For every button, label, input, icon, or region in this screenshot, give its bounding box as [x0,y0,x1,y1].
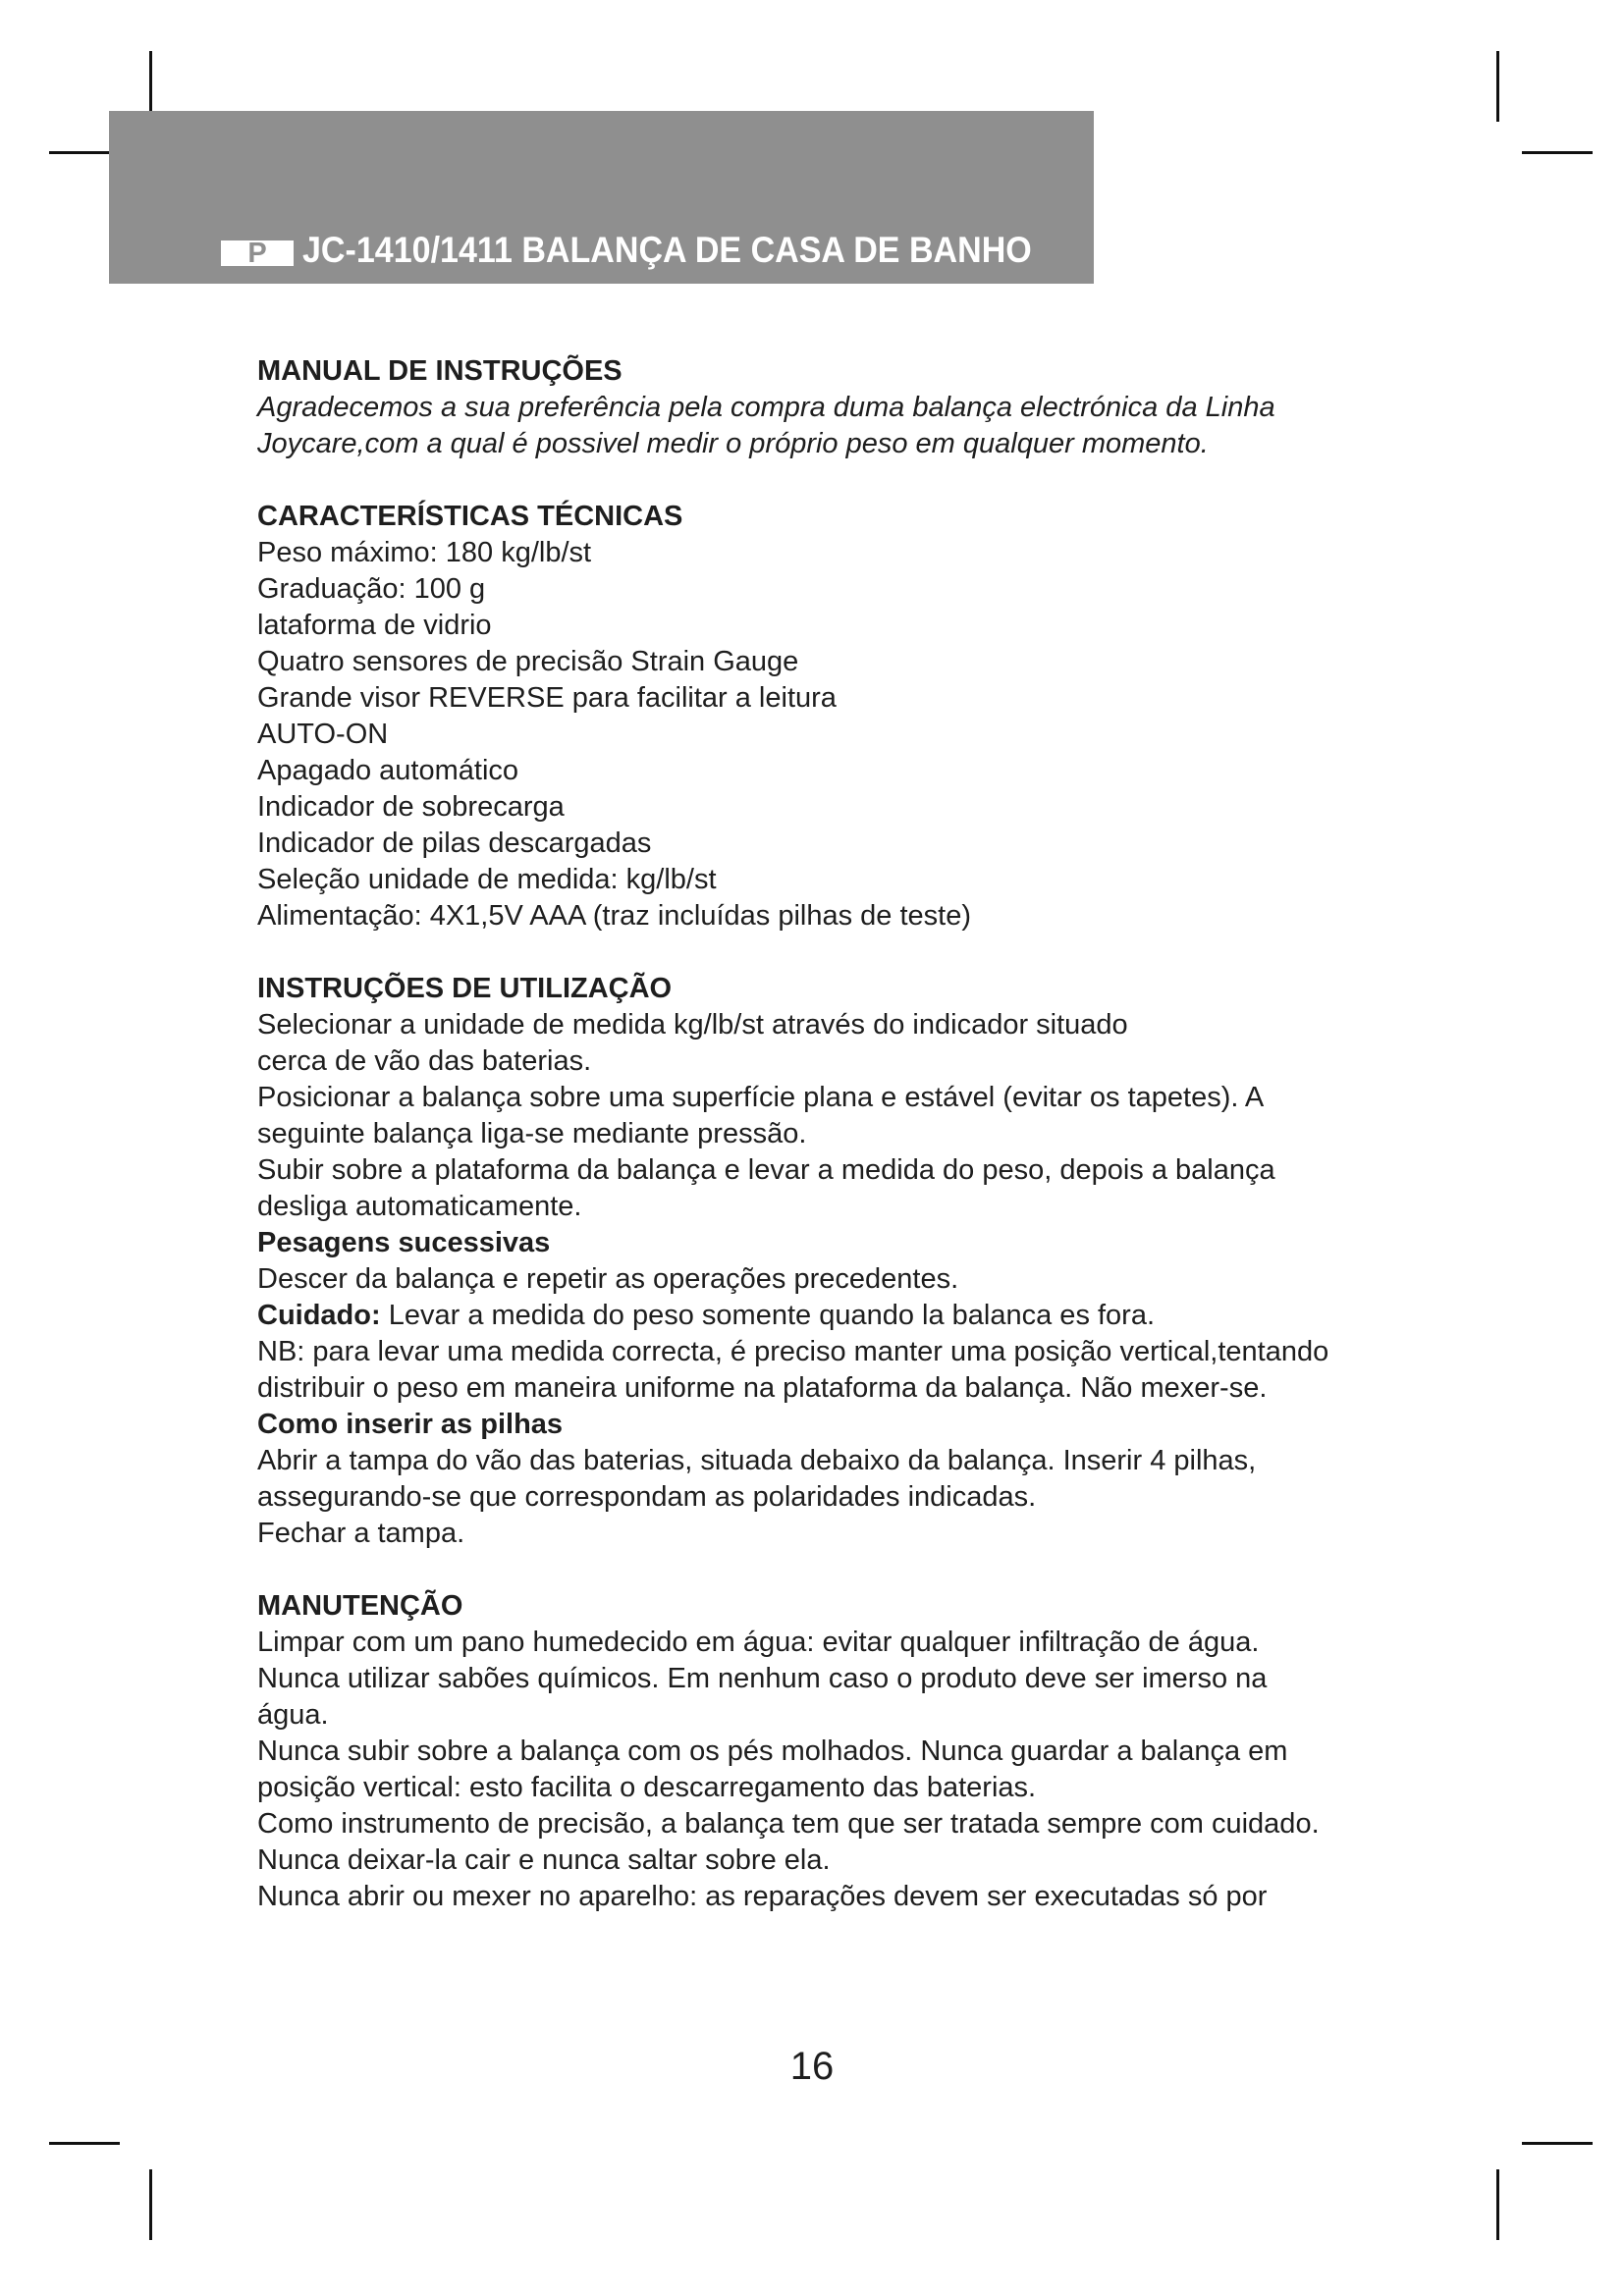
spec-item: Apagado automático [257,755,519,786]
maintenance-text-line: água. [257,1699,329,1731]
spec-item: Indicador de pilas descargadas [257,828,652,859]
caution-text: Levar a medida do peso somente quando la balanca es fora. [380,1300,1156,1331]
spacer [257,934,1435,971]
spec-item: AUTO-ON [257,719,389,750]
section-heading-maintenance: MANUTENÇÃO [257,1590,463,1622]
usage-text-line: Descer da balança e repetir as operações precedentes. [257,1263,959,1295]
usage-text-line: distribuir o peso em maneira uniforme na plataforma da balança. Não mexer-se. [257,1372,1268,1404]
crop-mark-bottom-left-vertical [149,2169,152,2240]
spec-item: Alimentação: 4X1,5V AAA (traz incluídas pilhas de teste) [257,900,972,932]
maintenance-text-line: Nunca subir sobre a balança com os pés molhados. Nunca guardar a balança em [257,1735,1288,1767]
spec-item: Grande visor REVERSE para facilitar a leitura [257,682,837,714]
header-banner [109,111,1094,284]
document-body [257,353,1435,1915]
subheading-insert-batteries: Como inserir as pilhas [257,1409,564,1440]
maintenance-text-line: posição vertical: esto facilita o descarregamento das baterias. [257,1772,1037,1803]
crop-mark-bottom-right-vertical [1496,2169,1499,2240]
spec-item: Peso máximo: 180 kg/lb/st [257,537,592,568]
section-heading-manual: MANUAL DE INSTRUÇÕES [257,355,623,387]
usage-text-line: assegurando-se que correspondam as polaridades indicadas. [257,1481,1037,1513]
spacer [257,1552,1435,1588]
maintenance-text-line: Nunca utilizar sabões químicos. Em nenhum caso o produto deve ser imerso na [257,1663,1268,1694]
crop-mark-top-right-horizontal [1522,151,1593,154]
spec-item: Seleção unidade de medida: kg/lb/st [257,864,717,895]
page-title: JC-1410/1411 BALANÇA DE CASA DE BANHO [302,230,1032,270]
usage-text-line: desliga automaticamente. [257,1191,582,1222]
crop-mark-bottom-left-horizontal [49,2142,120,2145]
intro-text-line-1: Agradecemos a sua preferência pela compra duma balança electrónica da Linha [257,392,1275,423]
section-heading-usage: INSTRUÇÕES DE UTILIZAÇÃO [257,973,673,1004]
maintenance-text-line: Limpar com um pano humedecido em água: evitar qualquer infiltração de água. [257,1627,1260,1658]
spec-item: Quatro sensores de precisão Strain Gauge [257,646,799,677]
maintenance-text-line: Como instrumento de precisão, a balança tem que ser tratada sempre com cuidado. [257,1808,1320,1840]
usage-text-line: cerca de vão das baterias. [257,1045,592,1077]
usage-text-line: NB: para levar uma medida correcta, é preciso manter uma posição vertical,tentando [257,1336,1329,1367]
crop-mark-bottom-right-horizontal [1522,2142,1593,2145]
crop-mark-top-right-vertical [1496,51,1499,122]
caution-line [257,1298,1435,1334]
caution-label: Cuidado: [257,1300,381,1331]
intro-text-line-2: Joycare,com a qual é possivel medir o próprio peso em qualquer momento. [257,428,1209,459]
spec-item: Indicador de sobrecarga [257,791,565,823]
language-badge: P [221,240,294,266]
usage-text-line: seguinte balança liga-se mediante pressão. [257,1118,807,1149]
spec-item: lataforma de vidrio [257,610,492,641]
section-heading-specs: CARACTERÍSTICAS TÉCNICAS [257,501,683,532]
page-number: 16 [789,2045,835,2088]
maintenance-text-line: Nunca abrir ou mexer no aparelho: as reparações devem ser executadas só por [257,1881,1268,1912]
subheading-successive-weighing: Pesagens sucessivas [257,1227,551,1258]
usage-text-line: Abrir a tampa do vão das baterias, situada debaixo da balança. Inserir 4 pilhas, [257,1445,1257,1476]
usage-text-line: Subir sobre a plataforma da balança e levar a medida do peso, depois a balança [257,1154,1275,1186]
usage-text-line: Fechar a tampa. [257,1518,465,1549]
usage-text-line: Posicionar a balança sobre uma superfície plana e estável (evitar os tapetes). A [257,1082,1265,1113]
spacer [257,462,1435,499]
maintenance-text-line: Nunca deixar-la cair e nunca saltar sobre ela. [257,1844,831,1876]
usage-text-line: Selecionar a unidade de medida kg/lb/st através do indicador situado [257,1009,1128,1041]
spec-item: Graduação: 100 g [257,573,486,605]
